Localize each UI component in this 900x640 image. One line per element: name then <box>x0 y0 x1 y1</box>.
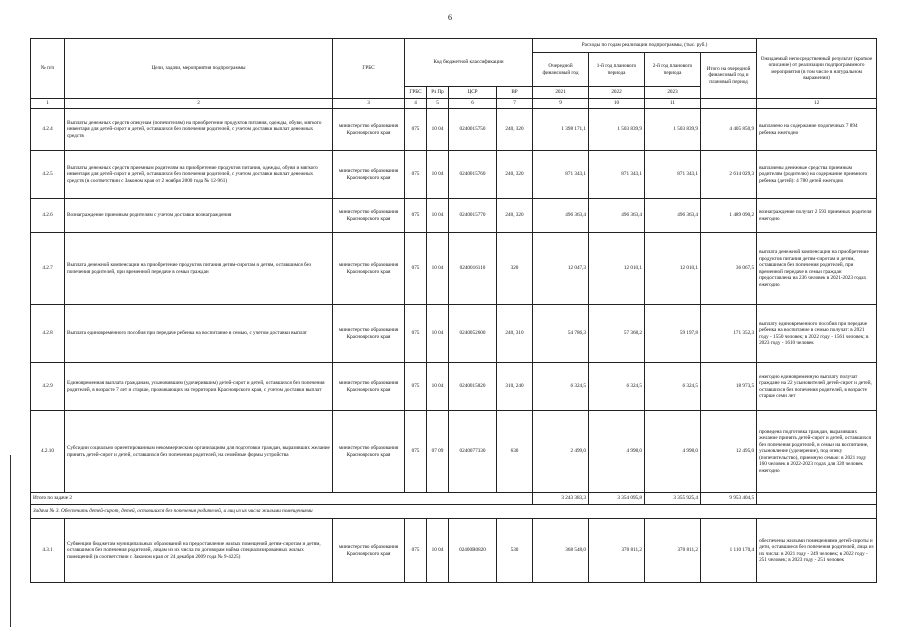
row-csr: 0240015770 <box>449 199 497 233</box>
col-number: 12 <box>757 99 877 109</box>
row-rzpr: 10 04 <box>427 233 449 305</box>
row-grbs-code: 075 <box>405 199 427 233</box>
col-number: 7 <box>497 99 533 109</box>
margin-line <box>10 455 11 627</box>
summary-row <box>31 493 877 505</box>
summary-total: 9 953 404,5 <box>701 493 757 505</box>
row-vr: 240, 320 <box>497 199 533 233</box>
row-y2021: 496 363,4 <box>533 199 589 233</box>
row-rzpr: 10 04 <box>427 305 449 363</box>
row-total: 2 614 029,3 <box>701 151 757 199</box>
row-csr: 02400R0820 <box>449 519 497 583</box>
row-y2023: 12 010,1 <box>645 233 701 305</box>
row-y2021: 871 343,1 <box>533 151 589 199</box>
header-goals: Цели, задачи, мероприятия подпрограммы <box>65 39 333 99</box>
row-grbs-code: 075 <box>405 233 427 305</box>
table-row <box>31 109 877 151</box>
row-rzpr: 07 09 <box>427 411 449 493</box>
col-number: 1 <box>31 99 65 109</box>
page-number: 6 <box>448 13 452 22</box>
row-grbs: министерство образования Красноярского края <box>333 305 405 363</box>
row-grbs-code: 075 <box>405 519 427 583</box>
row-num: 4.2.9 <box>31 363 65 411</box>
row-csr: 0240015750 <box>449 109 497 151</box>
row-total: 171 352,3 <box>701 305 757 363</box>
row-y2022: 370 811,2 <box>589 519 645 583</box>
row-name: Выплаты денежных средств опекунам (попечителям) на приобретение продуктов питания, одежды, обуви, мягкого инвентаря для детей-сирот и детей, оставшихся без попечения родителей, с учетом доставки выплат денежных средств <box>65 109 333 151</box>
table-row <box>31 305 877 363</box>
row-csr: 0240052600 <box>449 305 497 363</box>
row-name: Субвенции бюджетам муниципальных образований на предоставление жилых помещений детям-сиротам и детям, оставшимся без попечения родителей, лицам из их числа по договорам найма специализированных жилых помещений (в соответствии с Законом края от 24 декабря 2009 года № 9-4225) <box>65 519 333 583</box>
row-result: вознаграждение получат 2 593 приемных родителя ежегодно <box>757 199 877 233</box>
row-vr: 240, 320 <box>497 151 533 199</box>
header-year0-label: Очередной финансовый год <box>533 53 589 87</box>
col-number: 2 <box>65 99 333 109</box>
row-vr: 240, 320 <box>497 109 533 151</box>
header-year0: 2021 <box>533 87 589 99</box>
task3-title: Задача № 3. Обеспечить детей-сирот, детей, оставшихся без попечения родителей, и лиц из их числа жилыми помещениями <box>31 505 877 519</box>
col-number: 3 <box>333 99 405 109</box>
header-bk-code: Код бюджетной классификации <box>405 39 533 87</box>
row-rzpr: 10 04 <box>427 363 449 411</box>
header-year1-label: 1-й год планового периода <box>589 53 645 87</box>
row-y2023: 1 503 839,9 <box>645 109 701 151</box>
header-year2-label: 2-й год планового периода <box>645 53 701 87</box>
row-vr: 530 <box>497 519 533 583</box>
row-result: выплату единовременного пособия при передаче ребенка на воспитание в семью получат: в 2021 году - 1550 человек; в 2022 году - 1561 человек; в 2023 году - 1610 человек <box>757 305 877 363</box>
row-csr: 0240077330 <box>449 411 497 493</box>
row-grbs: министерство образования Красноярского края <box>333 109 405 151</box>
col-number: 9 <box>533 99 589 109</box>
header-year1: 2022 <box>589 87 645 99</box>
row-grbs: министерство образования Красноярского края <box>333 363 405 411</box>
subprogram-table <box>30 38 877 583</box>
col-number: 5 <box>427 99 449 109</box>
row-rzpr: 10 04 <box>427 199 449 233</box>
row-y2022: 12 010,1 <box>589 233 645 305</box>
row-y2022: 6 324,5 <box>589 363 645 411</box>
row-rzpr: 10 04 <box>427 519 449 583</box>
row-name: Выплаты денежных средств приемным родителям на приобретение продуктов питания, одежды, обуви и мягкого инвентаря для детей-сирот и детей, оставшихся без попечения родителей, с учетом доставки выплат денежных средств (в соответствии с Законом края от 2 ноября 2000 года № 12-961) <box>65 151 333 199</box>
row-name: Вознаграждение приемным родителям с учетом доставки вознаграждения <box>65 199 333 233</box>
col-number <box>701 99 757 109</box>
row-csr: 0240015760 <box>449 151 497 199</box>
row-num: 4.2.10 <box>31 411 65 493</box>
row-result: выплата денежной компенсации на приобретение продуктов питания детям-сиротам и детям, оставшимся без попечения родителей, при временной передаче в семьи граждан предоставлена на 236 человек в 2021-2023 годах ежегодно <box>757 233 877 305</box>
row-y2021: 54 786,3 <box>533 305 589 363</box>
summary-label: Итого по задаче 2 <box>31 493 533 505</box>
col-number: 10 <box>589 99 645 109</box>
row-grbs-code: 075 <box>405 411 427 493</box>
header-num: № п/п <box>31 39 65 99</box>
row-grbs-code: 075 <box>405 109 427 151</box>
row-result: проведена подготовка граждан, выразивших желание принять детей-сирот и детей, оставшихся без попечения родителей, в семьи на воспитание, усыновление (удочерение), под опеку (попечительство), приемную семью: в 2021 году 160 человек в 2022-2023 годах для 320 человек ежегодно <box>757 411 877 493</box>
row-y2021: 12 047,3 <box>533 233 589 305</box>
row-grbs: министерство образования Красноярского края <box>333 411 405 493</box>
row-y2022: 496 363,4 <box>589 199 645 233</box>
header-grbs: ГРБС <box>333 39 405 99</box>
header-expenses: Расходы по годам реализации подпрограммы, (тыс. руб.) <box>533 39 757 53</box>
row-y2021: 2 499,0 <box>533 411 589 493</box>
row-y2022: 871 343,1 <box>589 151 645 199</box>
row-result: выплачено на содержание подопечных 7 894 ребенка ежегодно <box>757 109 877 151</box>
col-number: 4 <box>405 99 427 109</box>
row-num: 4.2.5 <box>31 151 65 199</box>
row-vr: 630 <box>497 411 533 493</box>
row-vr: 240, 310 <box>497 305 533 363</box>
table-row <box>31 519 877 583</box>
row-total: 1 110 170,4 <box>701 519 757 583</box>
row-name: Выплата единовременного пособия при передаче ребенка на воспитание в семью, с учетом доставки выплат <box>65 305 333 363</box>
row-total: 36 067,5 <box>701 233 757 305</box>
row-num: 4.2.4 <box>31 109 65 151</box>
task-title-row <box>31 505 877 519</box>
row-total: 12 495,0 <box>701 411 757 493</box>
row-vr: 310, 240 <box>497 363 533 411</box>
row-grbs-code: 075 <box>405 151 427 199</box>
table-row <box>31 151 877 199</box>
row-y2022: 1 503 839,9 <box>589 109 645 151</box>
row-y2022: 4 998,0 <box>589 411 645 493</box>
row-grbs: министерство образования Красноярского края <box>333 519 405 583</box>
row-num: 4.2.7 <box>31 233 65 305</box>
table-row <box>31 411 877 493</box>
row-y2021: 368 548,0 <box>533 519 589 583</box>
row-result: выплачены денежные средства приемным родителям (родителю) на содержание приемного ребенка (детей): 4 780 детей ежегодно <box>757 151 877 199</box>
row-grbs: министерство образования Красноярского края <box>333 199 405 233</box>
row-y2023: 496 363,4 <box>645 199 701 233</box>
row-grbs-code: 075 <box>405 305 427 363</box>
row-result: обеспечены жилыми помещениями детей-сироты и дети, оставшиеся без попечения родителей, лица из их числа: в 2021 году - 249 человек; в 2022 году - 251 человек; в 2023 году - 251 человек <box>757 519 877 583</box>
row-total: 1 489 090,2 <box>701 199 757 233</box>
header-sub-grbs: ГРБС <box>405 87 427 99</box>
header-sub-vr: ВР <box>497 87 533 99</box>
row-y2023: 370 811,2 <box>645 519 701 583</box>
row-y2023: 4 998,0 <box>645 411 701 493</box>
table-row <box>31 363 877 411</box>
table-row <box>31 233 877 305</box>
row-y2022: 57 368,2 <box>589 305 645 363</box>
row-grbs-code: 075 <box>405 363 427 411</box>
header-sub-rzpr: Рз Пр <box>427 87 449 99</box>
row-total: 4 405 850,9 <box>701 109 757 151</box>
summary-y2021: 3 243 383,3 <box>533 493 589 505</box>
row-name: Выплата денежной компенсации на приобретение продуктов питания детям-сиротам и детям, оставшимся без попечения родителей, при временной передаче в семьи граждан <box>65 233 333 305</box>
col-number: 6 <box>449 99 497 109</box>
row-y2023: 59 197,8 <box>645 305 701 363</box>
row-csr: 0240015820 <box>449 363 497 411</box>
row-name: Единовременная выплата гражданам, усыновившим (удочерившим) детей-сирот и детей, оставшихся без попечения родителей, в возрасте 7 лет и старше, проживающих на территории Красноярского края, с учетом доставки выплат <box>65 363 333 411</box>
row-num: 4.2.6 <box>31 199 65 233</box>
row-grbs: министерство образования Красноярского края <box>333 233 405 305</box>
header-year2: 2023 <box>645 87 701 99</box>
summary-y2022: 3 354 095,8 <box>589 493 645 505</box>
row-y2023: 6 324,5 <box>645 363 701 411</box>
row-y2023: 871 343,1 <box>645 151 701 199</box>
summary-y2023: 3 355 925,4 <box>645 493 701 505</box>
summary-result <box>757 493 877 505</box>
row-rzpr: 10 04 <box>427 151 449 199</box>
row-result: ежегодно единовременную выплату получат граждане на 22 усыновителей детей-сирот и детей, оставшихся без попечения родителей, в возрасте старше семи лет <box>757 363 877 411</box>
row-rzpr: 10 04 <box>427 109 449 151</box>
row-num: 4.3.1 <box>31 519 65 583</box>
row-total: 18 973,5 <box>701 363 757 411</box>
header-total-label: Итого на очередной финансовый год и плановый период <box>701 53 757 99</box>
row-y2021: 1 398 171,1 <box>533 109 589 151</box>
row-y2021: 6 324,5 <box>533 363 589 411</box>
col-number: 11 <box>645 99 701 109</box>
row-num: 4.2.8 <box>31 305 65 363</box>
row-csr: 0240016110 <box>449 233 497 305</box>
header-sub-csr: ЦСР <box>449 87 497 99</box>
table-row <box>31 199 877 233</box>
row-name: Субсидии социально ориентированным некоммерческим организациям для подготовки граждан, выразивших желание принять детей-сирот и детей, оставшихся без попечения родителей, на семейные формы устройства <box>65 411 333 493</box>
header-result: Ожидаемый непосредственный результат (краткое описание) от реализации подпрограммного мероприятия (в том числе в натуральном выражении) <box>757 39 877 99</box>
row-grbs: министерство образования Красноярского края <box>333 151 405 199</box>
row-vr: 320 <box>497 233 533 305</box>
